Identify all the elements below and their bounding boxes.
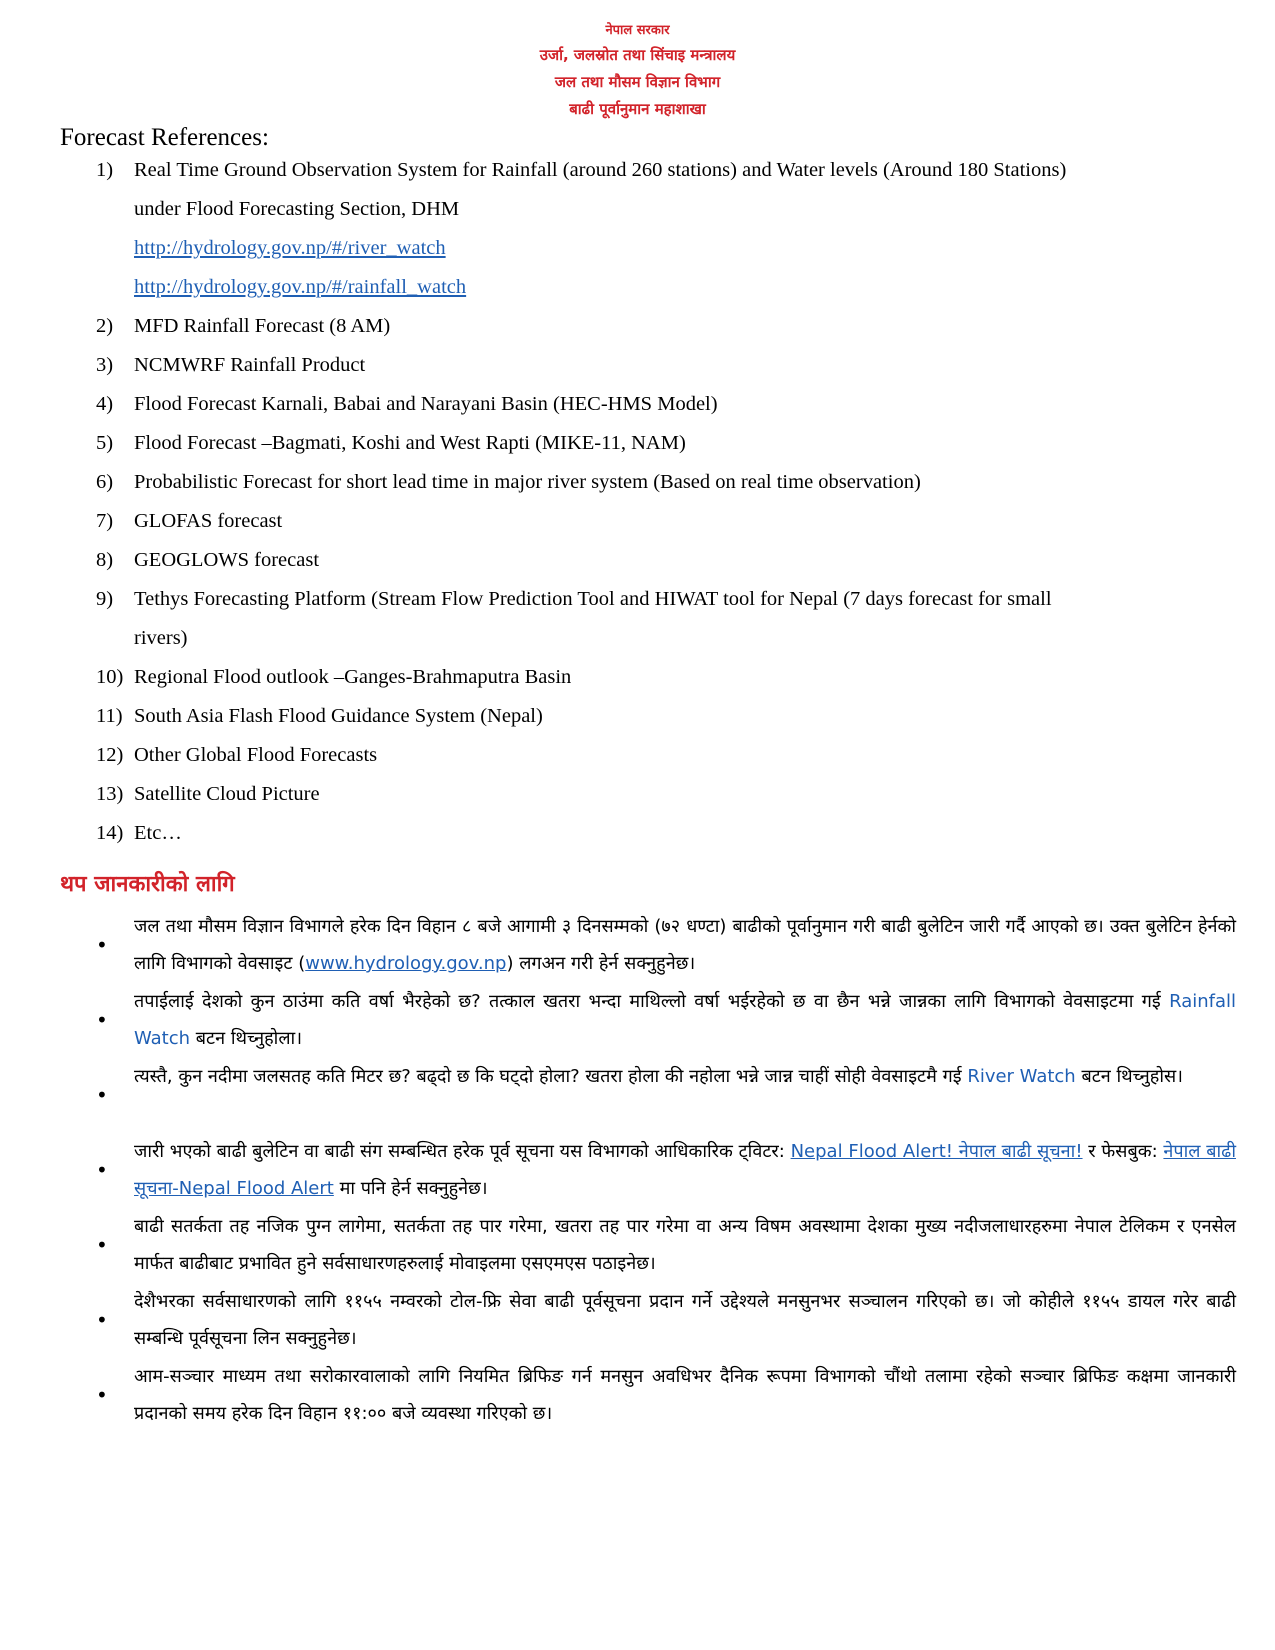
reference-number: 13) [96, 783, 124, 805]
river-watch-label: River Watch [967, 1066, 1076, 1087]
reference-number: 10) [96, 666, 124, 688]
reference-number: 9) [96, 588, 114, 610]
info-text: देशैभरका सर्वसाधारणको लागि ११५५ नम्वरको टोल-फ्रि सेवा बाढी पूर्वसूचना प्रदान गर्ने उद्देश्यले मनसुनभर सञ्चालन गरिएको छ। जो कोहीले ११५५ डायल गरेर बाढी सम्बन्धि पूर्वसूचना लिन सक्नुहुनेछ। [134, 1291, 1236, 1349]
bullet-dot: • [96, 1383, 108, 1407]
reference-item [96, 541, 1246, 580]
reference-text: Etc… [134, 822, 182, 844]
rainfall-watch-label: Rainfall Watch [134, 991, 1236, 1049]
reference-item [96, 502, 1246, 541]
reference-text: Other Global Flood Forecasts [134, 744, 378, 766]
reference-text: NCMWRF Rainfall Product [134, 354, 366, 376]
info-text: जल तथा मौसम विज्ञान विभागले हरेक दिन विहान ८ बजे आगामी ३ दिनसम्मको (७२ धण्टा) बाढीको पूर्वानुमान गरी बाढी बुलेटिन जारी गर्दै आएको छ। उक्त बुलेटिन हेर्नको लागि विभागको वेवसाइट (www.hydrology.gov.np) लगअन गरी हेर्न सक्नुहुनेछ। [134, 916, 1236, 974]
reference-text: Regional Flood outlook –Ganges-Brahmaputra Basin [134, 666, 572, 688]
reference-item [96, 814, 1246, 853]
reference-text-continued: under Flood Forecasting Section, DHM [134, 198, 460, 220]
reference-number: 11) [96, 705, 123, 727]
info-text: त्यस्तै, कुन नदीमा जलसतह कति मिटर छ? बढ्दो छ कि घट्दो होला? खतरा होला की नहोला भन्ने जान्न चाहीं सोही वेवसाइटमै गई River Watch बटन थिच्नुहोस। [134, 1066, 1183, 1087]
reference-number: 12) [96, 744, 124, 766]
river-watch-link[interactable]: http://hydrology.gov.np/#/river_watch [134, 237, 446, 259]
reference-item [96, 151, 1246, 307]
facebook-link[interactable]: नेपाल बाढी सूचना-Nepal Flood Alert [134, 1141, 1236, 1199]
info-bullet [96, 1058, 1236, 1132]
reference-text: Flood Forecast Karnali, Babai and Narayani Basin (HEC-HMS Model) [134, 393, 718, 415]
reference-number: 14) [96, 822, 124, 844]
reference-text: Probabilistic Forecast for short lead time in major river system (Based on real time observation) [134, 471, 921, 493]
reference-item [96, 580, 1246, 658]
bullet-dot: • [96, 1083, 108, 1107]
info-bullet [96, 908, 1236, 982]
letterhead-department: जल तथा मौसम विज्ञान विभाग [554, 73, 721, 91]
reference-number: 6) [96, 471, 114, 493]
reference-text: GEOGLOWS forecast [134, 549, 320, 571]
bullet-dot: • [96, 1308, 108, 1332]
info-bullet [96, 983, 1236, 1057]
letterhead [0, 20, 1275, 123]
reference-text: MFD Rainfall Forecast (8 AM) [134, 315, 391, 337]
bullet-dot: • [96, 1008, 108, 1032]
reference-text: Tethys Forecasting Platform (Stream Flow Prediction Tool and HIWAT tool for Nepal (7 days forecast for small [134, 588, 1052, 610]
info-bullet [96, 1208, 1236, 1282]
reference-number: 7) [96, 510, 114, 532]
info-text: तपाईलाई देशको कुन ठाउंमा कति वर्षा भैरहेको छ? तत्काल खतरा भन्दा माथिल्लो वर्षा भईरहेको छ वा छैन भन्ने जान्नका लागि विभागको वेवसाइटमा गई Rainfall Watch बटन थिच्नुहोला। [134, 991, 1236, 1049]
reference-text: South Asia Flash Flood Guidance System (Nepal) [134, 705, 543, 727]
letterhead-government: नेपाल सरकार [605, 23, 670, 38]
reference-item [96, 424, 1246, 463]
reference-item [96, 736, 1246, 775]
letterhead-division: बाढी पूर्वानुमान महाशाखा [569, 100, 706, 118]
reference-number: 4) [96, 393, 114, 415]
reference-item [96, 346, 1246, 385]
reference-number: 5) [96, 432, 114, 454]
more-info-list [96, 908, 1236, 1433]
reference-text-continued: rivers) [134, 627, 188, 649]
info-bullet [96, 1283, 1236, 1357]
info-text: जारी भएको बाढी बुलेटिन वा बाढी संग सम्बन्धित हरेक पूर्व सूचना यस विभागको आधिकारिक ट्विटर: Nepal Flood Alert! नेपाल बाढी सूचना! र फेसबुक: नेपाल बाढी सूचना-Nepal Flood Alert मा पनि हेर्न सक्नुहुनेछ। [134, 1141, 1236, 1199]
info-text: आम-सञ्चार माध्यम तथा सरोकारवालाको लागि नियमित ब्रिफिङ गर्न मनसुन अवधिभर दैनिक रूपमा विभागको चौंथो तलामा रहेको सञ्चार ब्रिफिङ कक्षमा जानकारी प्रदानको समय हरेक दिन विहान ११:०० बजे व्यवस्था गरिएको छ। [134, 1366, 1236, 1424]
reference-text: Real Time Ground Observation System for Rainfall (around 260 stations) and Water levels (Around 180 Stations) [134, 159, 1067, 181]
reference-item [96, 775, 1246, 814]
bullet-dot: • [96, 1158, 108, 1182]
rainfall-watch-link[interactable]: http://hydrology.gov.np/#/rainfall_watch [134, 276, 467, 298]
reference-item [96, 697, 1246, 736]
twitter-link[interactable]: Nepal Flood Alert! नेपाल बाढी सूचना! [790, 1141, 1083, 1162]
letterhead-ministry: उर्जा, जलस्रोत तथा सिंचाइ मन्त्रालय [539, 46, 736, 64]
forecast-references-title: Forecast References: [60, 124, 269, 151]
reference-number: 3) [96, 354, 114, 376]
reference-text: GLOFAS forecast [134, 510, 283, 532]
info-bullet [96, 1133, 1236, 1207]
hydrology-website-link[interactable]: www.hydrology.gov.np [305, 953, 507, 974]
bullet-dot: • [96, 1233, 108, 1257]
info-text: बाढी सतर्कता तह नजिक पुग्न लागेमा, सतर्कता तह पार गरेमा, खतरा तह पार गरेमा वा अन्य विषम अवस्थामा देशका मुख्य नदीजलाधारहरुमा नेपाल टेलिकम र एनसेल मार्फत बाढीबाट प्रभावित हुने सर्वसाधारणहरुलाई मोवाइलमा एसएमएस पठाइनेछ। [134, 1216, 1236, 1274]
reference-text: Flood Forecast –Bagmati, Koshi and West Rapti (MIKE-11, NAM) [134, 432, 686, 454]
reference-item [96, 385, 1246, 424]
reference-item [96, 463, 1246, 502]
reference-item [96, 307, 1246, 346]
reference-number: 2) [96, 315, 114, 337]
more-info-title: थप जानकारीको लागि [60, 872, 235, 897]
bullet-dot: • [96, 933, 108, 957]
info-bullet [96, 1358, 1236, 1432]
reference-text: Satellite Cloud Picture [134, 783, 320, 805]
reference-number: 8) [96, 549, 114, 571]
forecast-references-list [96, 151, 1246, 853]
reference-item [96, 658, 1246, 697]
reference-number: 1) [96, 159, 114, 181]
